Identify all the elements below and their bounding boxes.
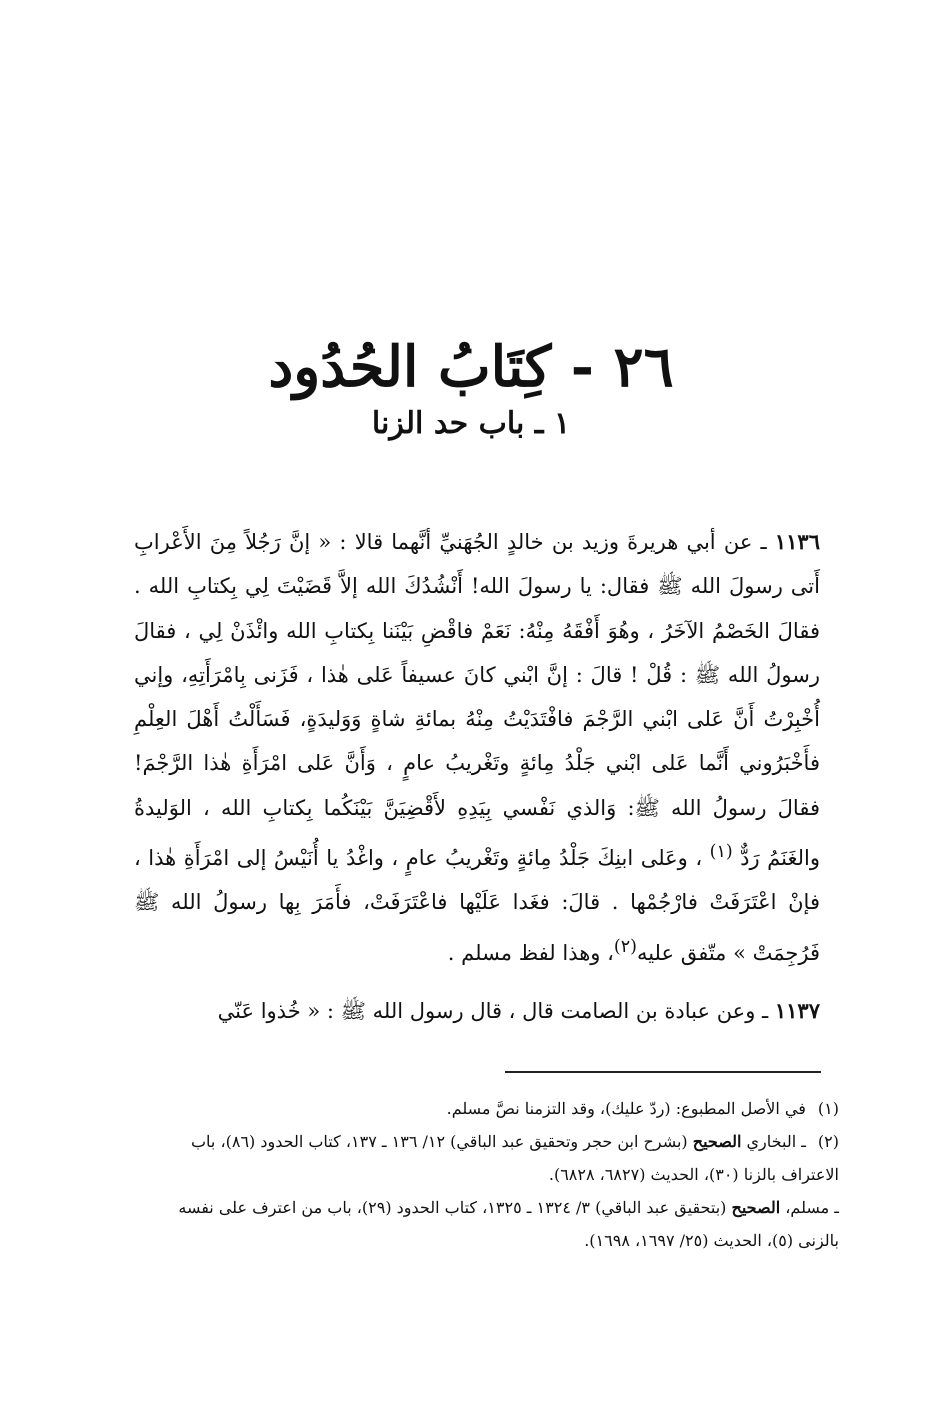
footnote-number: (٢) [817,1132,839,1151]
footnote-2 [134,1125,839,1191]
footnote-1 [134,1092,839,1125]
hadith-text-end: ، وهذا لفظ مسلم . [447,940,614,965]
book-title: ٢٦ - كِتَابُ الحُدُود [268,334,674,400]
hadith-1137 [134,989,820,1033]
footnote-mark: (٢) [613,936,637,957]
footnote-number: (١) [817,1099,839,1118]
footnote-mark: (١) [709,842,733,863]
footnote-text: (بشرح ابن حجر وتحقيق عبد الباقي) ١٢/ ١٣٦ ـ ١٣٧، كتاب الحدود (٨٦)، باب الاعتراف بالزنا (٣٠)، الحديث (٦٨٢٧، ٦٨٢٨). [190,1132,839,1184]
footnote-text: في الأصل المطبوع: (ردّ عليك)، وقد التزمنا نصَّ مسلم. [446,1099,806,1118]
footnote-3 [134,1191,839,1257]
hadith-text-continued: ، وعَلى ابنِكَ جَلْدُ مِائةٍ وتَغْريبُ عامٍ ، واغْدُ يا أُنَيْسُ إلى امْرَأَةِ هٰذا ، فإنْ اعْتَرَفَتْ فارْجُمْها . قالَ: فغَدا عَلَيْها فاعْتَرَفَتْ، فأَمَرَ بِها رسولُ الله ﷺ فَرُجِمَتْ » متّفق عليه [134,846,820,965]
footnote-book-title: الصحيح [692,1132,742,1151]
hadith-text: ـ وعن عبادة بن الصامت قال ، قال رسول الله ﷺ : « خُذوا عَنّي [217,998,769,1023]
hadith-number: ١١٣٦ [774,529,820,554]
footnote-text: (بتحقيق عبد الباقي) ٣/ ١٣٢٤ ـ ١٣٢٥، كتاب الحدود (٢٩)، باب من اعترف على نفسه بالزنى (٥)، الحديث (٢٥/ ١٦٩٧، ١٦٩٨). [178,1198,839,1250]
footnote-source: ـ البخاري [746,1132,806,1151]
footnote-divider [505,1071,821,1073]
main-text [134,520,820,1033]
hadith-text: ـ عن أبي هريرةَ وزيد بن خالدٍ الجُهَنيِّ أنَّهما قالا : « إنَّ رَجُلاً مِنَ الأَعْرابِ أَتى رسولَ الله ﷺ فقال: يا رسولَ الله! أَنْشُدُكَ الله إلاَّ قَضَيْتَ لِي بِكتابِ الله . فقالَ الخَصْمُ الآخَرُ ، وهُوَ أَفْقَهُ مِنْهُ: نَعَمْ فاقْضِ بَيْنَنا بِكتابِ الله وائْذَنْ لِي ، فقالَ رسولُ الله ﷺ : قُلْ ! قالَ : إنَّ ابْني كانَ عسيفاً عَلى هٰذا ، فَزَنى بِامْرَأَتِهِ، وإني أُخْبِرْتُ أَنَّ عَلى ابْني الرَّجْمَ فافْتَدَيْتُ مِنْهُ بمائةِ شاةٍ وَوَليدَةٍ، فَسَأَلْتُ أَهْلَ العِلْمِ فأَخْبَرُوني أَنَّما عَلى ابْني جَلْدُ مِائةٍ وتَغْريبُ عامٍ ، وَأَنَّ عَلى امْرَأَةِ هٰذا الرَّجْمَ! فقالَ رسولُ الله ﷺ: وَالذي نَفْسي بِيَدِهِ لأَقْضِيَنَّ بَيْنَكُما بِكتابِ الله ، الوَليدةُ والغَنَمُ رَدٌّ [134,530,820,871]
chapter-title: ١ ـ باب حد الزنا [371,406,571,441]
footnotes [134,1092,839,1257]
footnote-source: ـ مسلم، [785,1198,839,1217]
hadith-number: ١١٣٧ [774,997,820,1023]
footnote-book-title: الصحيح [731,1198,781,1217]
hadith-1136 [134,520,820,975]
